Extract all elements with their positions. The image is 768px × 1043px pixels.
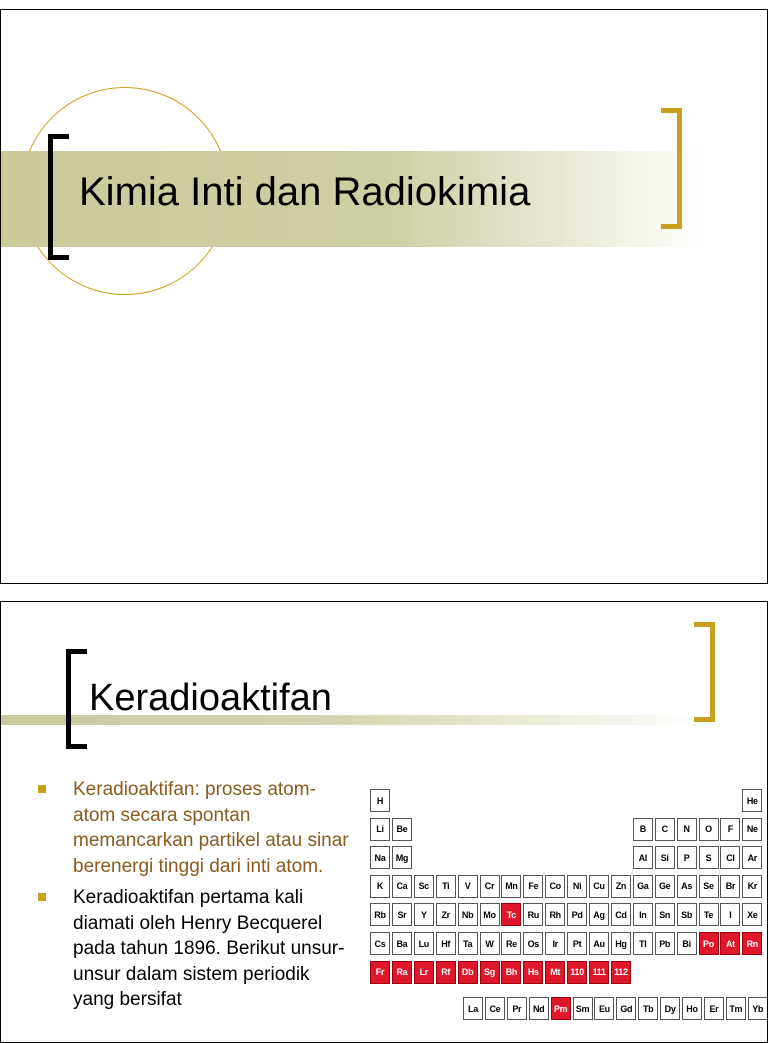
element-cell-la: La: [463, 997, 483, 1020]
element-cell-nb: Nb: [458, 903, 478, 926]
element-cell-os: Os: [523, 932, 543, 955]
element-cell-ne: Ne: [742, 818, 762, 841]
element-cell-i: I: [720, 903, 740, 926]
element-cell-he: He: [742, 789, 762, 812]
element-cell-f: F: [720, 818, 740, 841]
element-cell-mg: Mg: [392, 846, 412, 869]
element-cell-b: B: [633, 818, 653, 841]
bullet-item: [35, 777, 353, 879]
element-cell-se: Se: [699, 875, 719, 898]
element-cell-h: H: [370, 789, 390, 812]
element-cell-s: S: [699, 846, 719, 869]
element-cell-fe: Fe: [523, 875, 543, 898]
bullet-text: Keradioaktifan pertama kali diamati oleh Henry Becquerel pada tahun 1896. Berikut unsur-unsur dalam sistem periodik yang bersifat: [73, 887, 345, 1010]
element-cell-o: O: [699, 818, 719, 841]
element-cell-rh: Rh: [545, 903, 565, 926]
periodic-table-image: [367, 784, 763, 1042]
bullet-list: [35, 777, 353, 1019]
element-cell-nd: Nd: [529, 997, 549, 1020]
left-bracket: [48, 134, 69, 260]
element-cell-pd: Pd: [567, 903, 587, 926]
element-cell-ir: Ir: [545, 932, 565, 955]
element-cell-pb: Pb: [655, 932, 675, 955]
bullet-text: Keradioaktifan: proses atom-atom secara spontan memancarkan partikel atau sinar berenergi tinggi dari inti atom.: [73, 779, 349, 877]
element-cell-v: V: [458, 875, 478, 898]
element-cell-k: K: [370, 875, 390, 898]
element-cell-zr: Zr: [436, 903, 456, 926]
right-bracket: [661, 108, 682, 229]
element-cell-bi: Bi: [677, 932, 697, 955]
element-cell-tm: Tm: [726, 997, 746, 1020]
element-cell-sb: Sb: [677, 903, 697, 926]
element-cell-cl: Cl: [720, 846, 740, 869]
element-cell-te: Te: [699, 903, 719, 926]
element-cell-bh: Bh: [501, 961, 521, 984]
element-cell-ta: Ta: [458, 932, 478, 955]
element-cell-rn: Rn: [742, 932, 762, 955]
element-cell-111: 111: [589, 961, 609, 984]
element-cell-rb: Rb: [370, 903, 390, 926]
element-cell-tl: Tl: [633, 932, 653, 955]
element-cell-yb: Yb: [748, 997, 768, 1020]
element-cell-as: As: [677, 875, 697, 898]
element-cell-ca: Ca: [392, 875, 412, 898]
element-cell-br: Br: [720, 875, 740, 898]
element-cell-au: Au: [589, 932, 609, 955]
element-cell-fr: Fr: [370, 961, 390, 984]
slide-1-title: Kimia Inti dan Radiokimia: [79, 170, 531, 214]
element-cell-ba: Ba: [392, 932, 412, 955]
element-cell-ni: Ni: [567, 875, 587, 898]
element-cell-tc: Tc: [501, 903, 521, 926]
element-cell-sc: Sc: [414, 875, 434, 898]
element-cell-y: Y: [414, 903, 434, 926]
element-cell-sm: Sm: [573, 997, 593, 1020]
element-cell-cd: Cd: [611, 903, 631, 926]
element-cell-po: Po: [699, 932, 719, 955]
element-cell-be: Be: [392, 818, 412, 841]
element-cell-in: In: [633, 903, 653, 926]
element-cell-db: Db: [458, 961, 478, 984]
element-cell-er: Er: [704, 997, 724, 1020]
element-cell-pr: Pr: [507, 997, 527, 1020]
element-cell-lu: Lu: [414, 932, 434, 955]
element-cell-ge: Ge: [655, 875, 675, 898]
element-cell-cs: Cs: [370, 932, 390, 955]
element-cell-pm: Pm: [551, 997, 571, 1020]
bullet-item: [35, 885, 353, 1013]
element-cell-na: Na: [370, 846, 390, 869]
element-cell-gd: Gd: [616, 997, 636, 1020]
element-cell-mn: Mn: [501, 875, 521, 898]
element-cell-xe: Xe: [742, 903, 762, 926]
element-cell-hg: Hg: [611, 932, 631, 955]
element-cell-ti: Ti: [436, 875, 456, 898]
element-cell-rf: Rf: [436, 961, 456, 984]
element-cell-hf: Hf: [436, 932, 456, 955]
element-cell-li: Li: [370, 818, 390, 841]
element-cell-ru: Ru: [523, 903, 543, 926]
element-cell-sr: Sr: [392, 903, 412, 926]
element-cell-re: Re: [501, 932, 521, 955]
element-cell-co: Co: [545, 875, 565, 898]
slide-2-title: Keradioaktifan: [89, 677, 332, 719]
slide-2: [0, 601, 768, 1043]
right-bracket: [694, 622, 715, 722]
element-cell-eu: Eu: [594, 997, 614, 1020]
element-cell-al: Al: [633, 846, 653, 869]
element-cell-mt: Mt: [545, 961, 565, 984]
element-cell-lr: Lr: [414, 961, 434, 984]
element-cell-ga: Ga: [633, 875, 653, 898]
element-cell-kr: Kr: [742, 875, 762, 898]
element-cell-n: N: [677, 818, 697, 841]
element-cell-p: P: [677, 846, 697, 869]
element-cell-sn: Sn: [655, 903, 675, 926]
left-bracket: [66, 649, 87, 749]
element-cell-pt: Pt: [567, 932, 587, 955]
element-cell-ra: Ra: [392, 961, 412, 984]
element-cell-cr: Cr: [480, 875, 500, 898]
element-cell-at: At: [720, 932, 740, 955]
element-cell-mo: Mo: [480, 903, 500, 926]
element-cell-tb: Tb: [638, 997, 658, 1020]
element-cell-110: 110: [567, 961, 587, 984]
element-cell-zn: Zn: [611, 875, 631, 898]
element-cell-si: Si: [655, 846, 675, 869]
element-cell-dy: Dy: [660, 997, 680, 1020]
element-cell-cu: Cu: [589, 875, 609, 898]
element-cell-ar: Ar: [742, 846, 762, 869]
element-cell-112: 112: [611, 961, 631, 984]
element-cell-hs: Hs: [523, 961, 543, 984]
element-cell-sg: Sg: [480, 961, 500, 984]
bullet-square-icon: [38, 893, 46, 901]
slide-1: [0, 9, 768, 584]
element-cell-ce: Ce: [485, 997, 505, 1020]
element-cell-c: C: [655, 818, 675, 841]
bullet-square-icon: [38, 785, 46, 793]
element-cell-ag: Ag: [589, 903, 609, 926]
element-cell-ho: Ho: [682, 997, 702, 1020]
element-cell-w: W: [480, 932, 500, 955]
